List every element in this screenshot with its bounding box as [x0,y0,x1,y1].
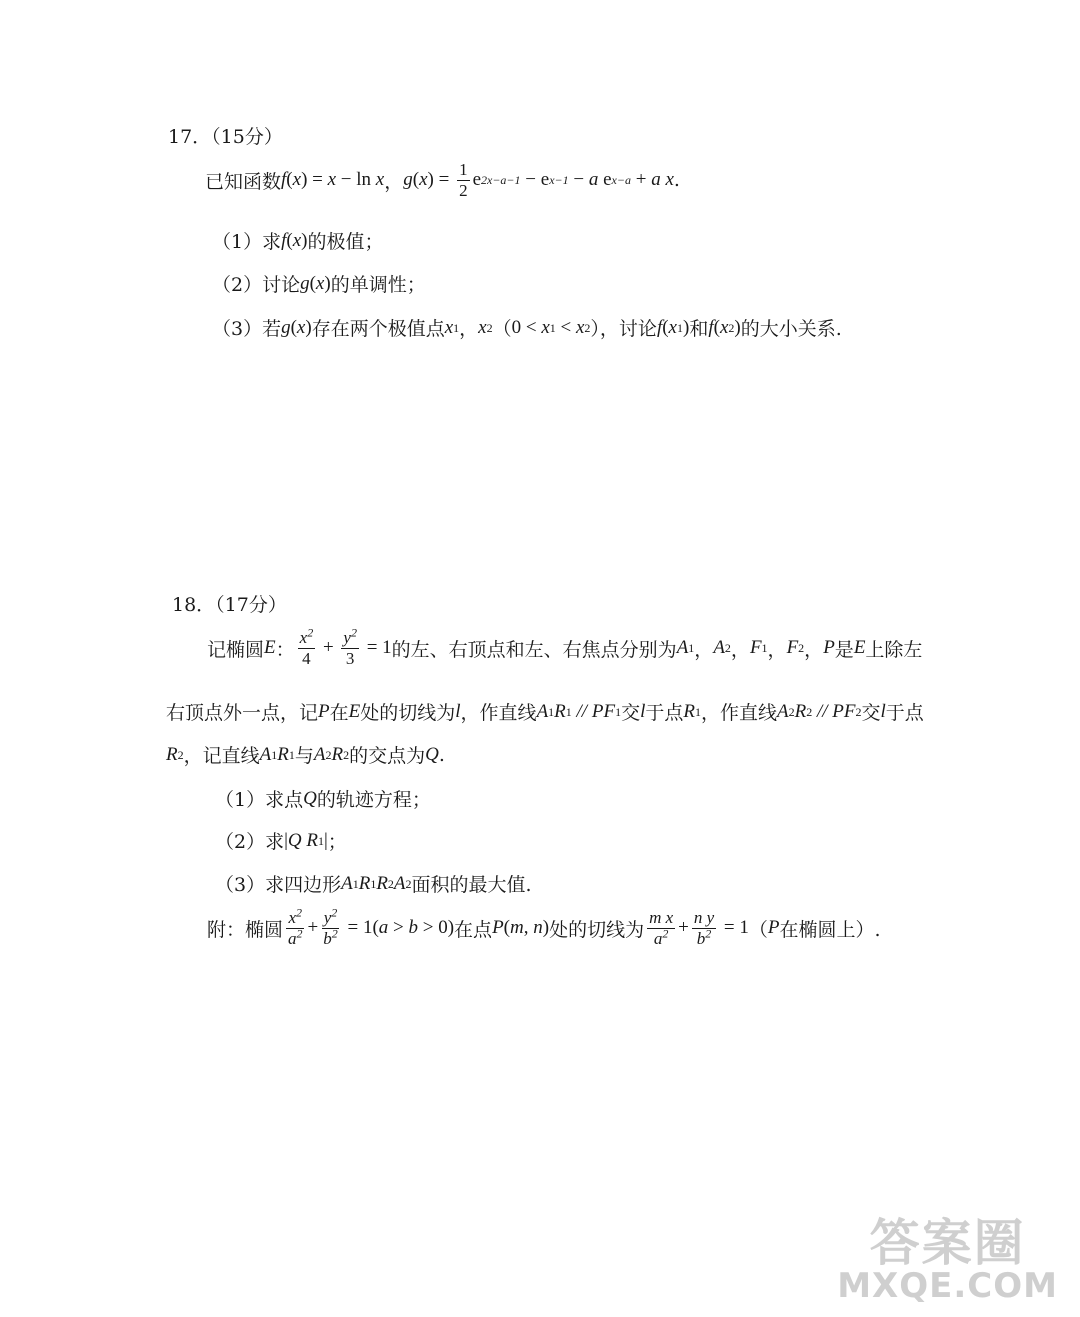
q18-appendix: 附：椭圆 $\frac{x^2}{a^2}$ + $\frac{y^2}{b^2}$ = 1( a > b > 0) 在点 P ( m , n ) 处的切线为 $\frac{\text{m x}}{a^2}$ + $\frac{\text{n y}}{b^2}$ = 1 （ P 在椭圆上）. [207,905,881,948]
watermark-logo [837,1213,1058,1306]
q17-number-text: 17．（15分） [168,126,283,148]
q18-stem-line2: 右顶点外一点，记 P 在 E 处的切线为 l ，作直线 A 1 R 1 // PF 1 交 l 于点 R 1 ，作直线 A 2 R 2 // PF 2 交 l 于点 [166,700,924,724]
q17-stem: 已知函数 f ( x ) = x − ln x ， g ( x ) = $\frac{1}{2}$ e 2x−a−1 − e x−1 − a e x−a + a x . [205,160,680,200]
q17-part2: （2）讨论 g ( x ) 的单调性； [212,272,426,296]
watermark-url: MXQE.COM [837,1265,1058,1306]
q18-stem-line3: R 2 ，记直线 A 1 R 1 与 A 2 R 2 的交点为 Q . [166,743,445,767]
q17-number [168,122,283,149]
q17-part3: （3）若 g ( x ) 存在两个极值点 x 1 ， x 2 （ 0 < x 1 < x 2 ），讨论 f ( x 1 ) 和 f ( x 2 ) 的大小关系. [212,316,842,340]
q18-number-text: 18．（17分） [172,594,287,616]
watermark-text: 答案圈 [869,1213,1026,1272]
q18-stem-line1: 记椭圆 E ： $\frac{x^2}{4}$ + $\frac{y^2}{3}$ = 1 的左、右顶点和左、右焦点分别为 A 1 ， A 2 ， F 1 ， F 2 ， P 是 E 上除左 [207,625,923,668]
q18-part3: （3）求四边形 A 1 R 1 R 2 A 2 面积的最大值. [215,872,532,896]
q17-part1: （1）求 f ( x ) 的极值； [212,229,384,253]
q18-part2: （2）求 | Q R 1 | ； [215,829,347,853]
q18-part1: （1）求点 Q 的轨迹方程； [215,787,431,811]
q18-number [172,590,287,617]
